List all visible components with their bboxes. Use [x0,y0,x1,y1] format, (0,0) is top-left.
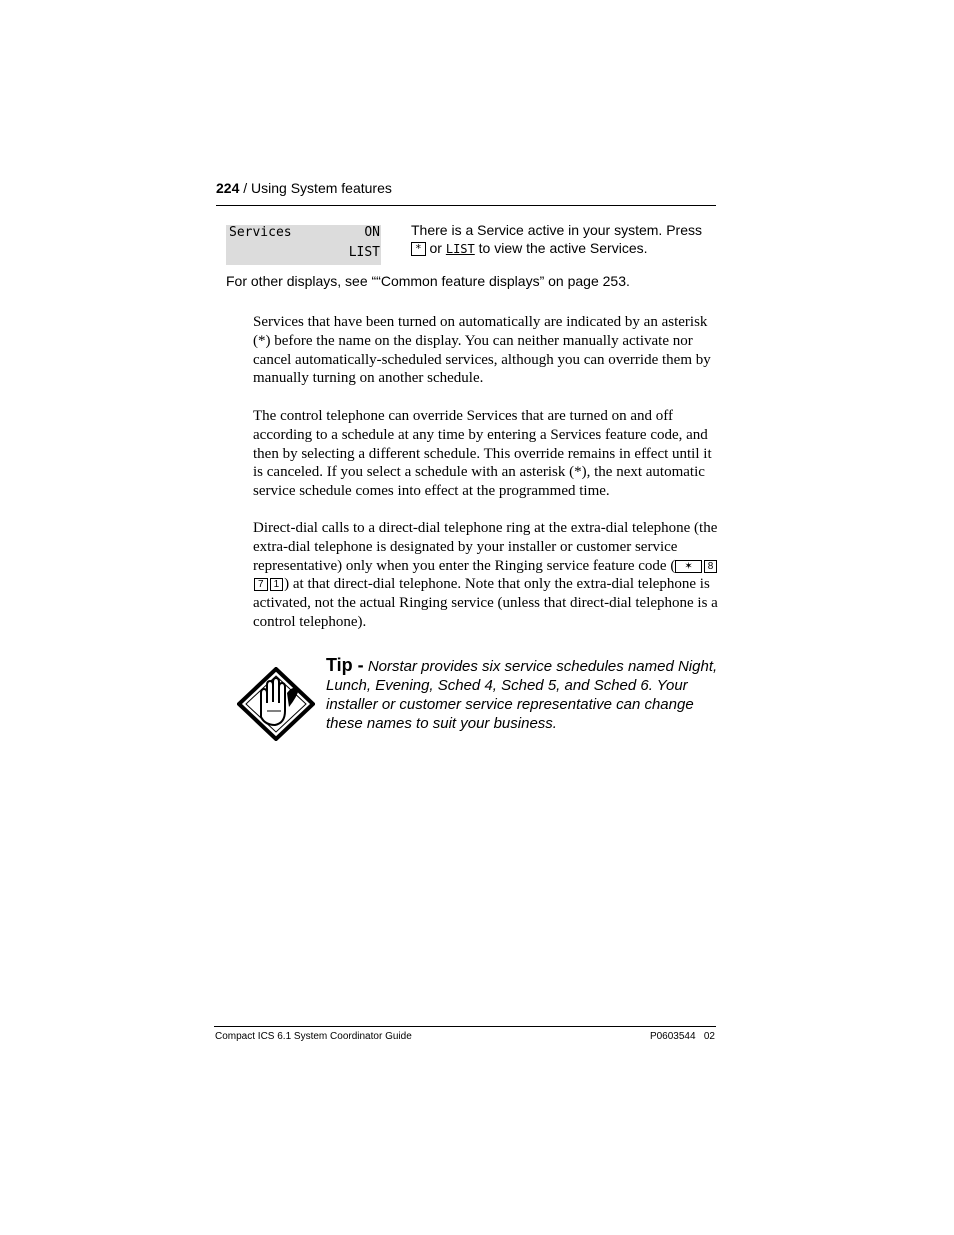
body-paragraph [253,519,719,632]
digit-key: 7 [254,578,268,591]
footer-divider [214,1026,716,1027]
digit-key: 1 [270,578,284,591]
display-desc-text1: There is a Service active in your system. Press [411,222,702,238]
page-header [216,180,392,196]
tip-hand-icon [237,667,315,741]
tip-body: Norstar provides six service schedules named Night, Lunch, Evening, Sched 4, Sched 5, and Sched 6. Your installer or customer service representative can change these names to suit your business. [326,658,718,732]
paragraph-text: ) at that direct-dial telephone. Note that only the extra-dial telephone is activated, not the actual Ringing service (unless that direct-dial telephone is a control telephone). [253,576,718,630]
header-divider [216,205,716,206]
display-softkey-label: LIST [348,245,380,260]
section-title: / Using System features [243,180,392,196]
cross-reference-note: For other displays, see ““Common feature displays” on page 253. [226,273,630,289]
feature-key-icon: ✶ [675,560,701,573]
star-key-icon: * [411,242,426,256]
display-line1-text: Services [229,225,292,240]
footer-part-number: P0603544 02 [649,1031,715,1042]
tip-note [326,656,721,733]
display-desc-text3: to view the active Services. [478,240,648,256]
footer-document-title: Compact ICS 6.1 System Coordinator Guide [215,1031,412,1042]
list-softkey: LIST [445,242,475,256]
tip-label: Tip - [326,655,364,675]
body-paragraph: Services that have been turned on automatically are indicated by an asterisk (*) before the name on the display. You can neither manually activate nor cancel automatically-scheduled services, although you can override them by manually turning on another schedule. [253,314,711,387]
paragraph-text: Direct-dial calls to a direct-dial telephone ring at the extra-dial telephone (the extra-dial telephone is designated by your installer or customer service representative) only when you enter the Ringing service feature code ( [253,520,718,574]
body-paragraph: The control telephone can override Services that are turned on and off according to a schedule at any time by entering a Services feature code, and then by selecting a different schedule. This override remains in effect until it is canceled. If you select a schedule with an asterisk (*), the next automatic service schedule comes into effect at the programmed time. [253,408,712,500]
telephone-display [226,225,381,265]
display-description [411,221,716,258]
page-number: 224 [216,180,240,196]
digit-key: 8 [704,560,718,573]
display-desc-text2: or [429,240,442,256]
display-line1-status: ON [364,225,380,240]
